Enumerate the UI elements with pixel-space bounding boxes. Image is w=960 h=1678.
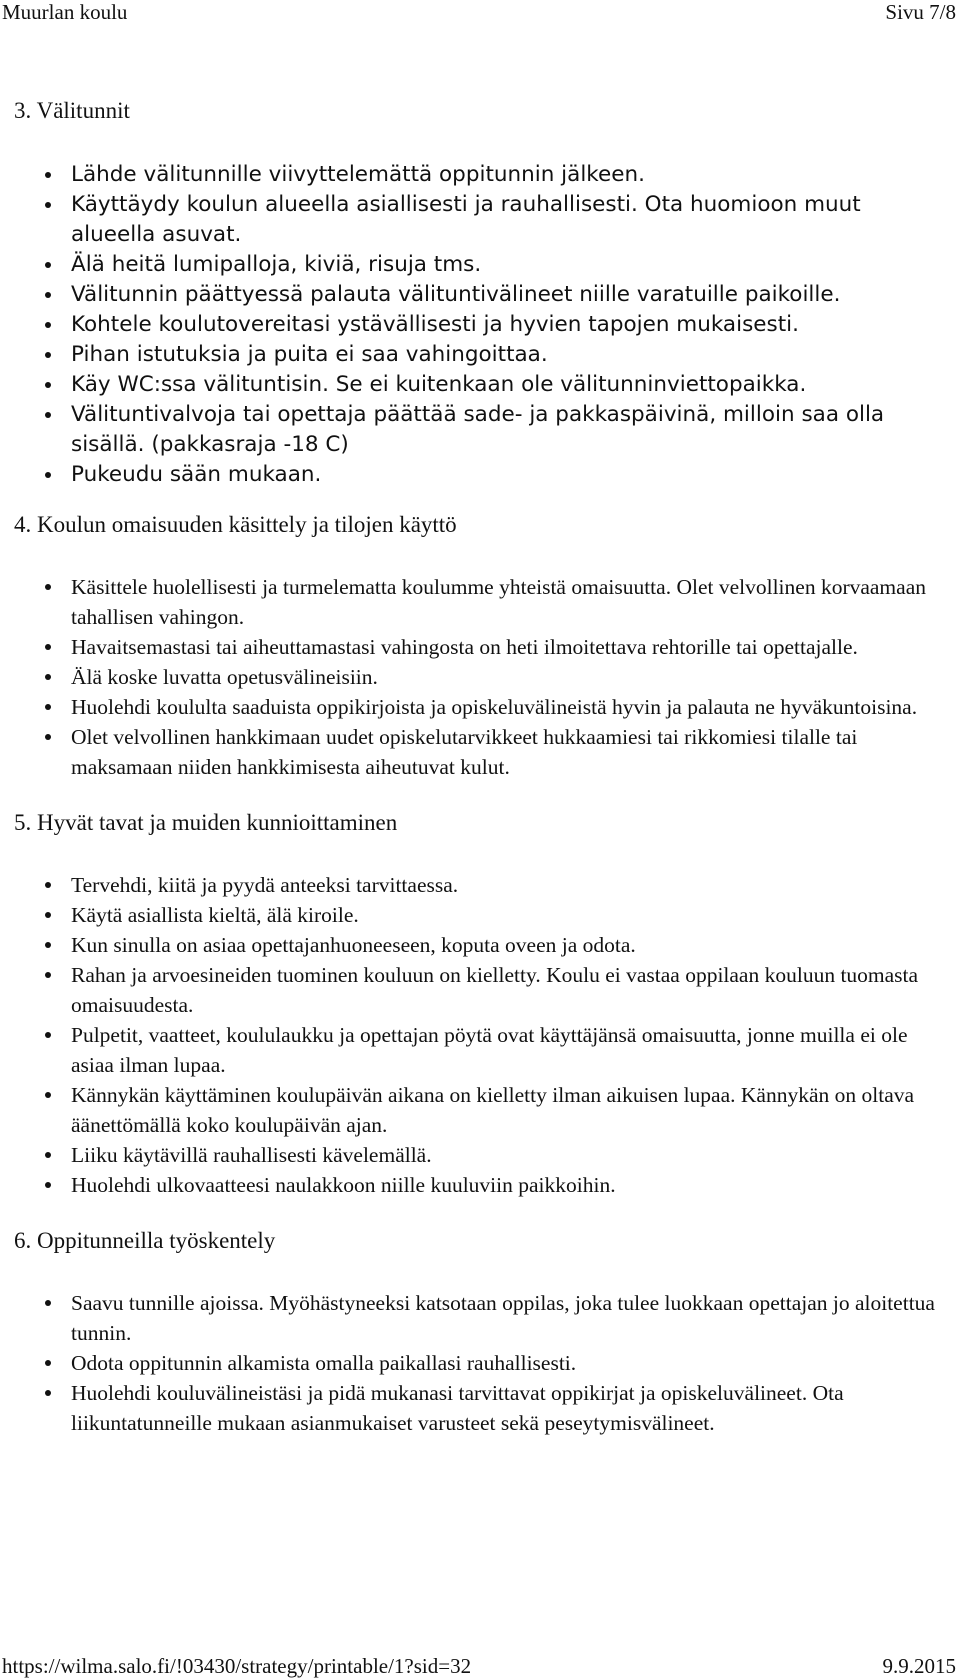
list-item: Pulpetit, vaatteet, koululaukku ja opettajan pöytä ovat käyttäjänsä omaisuutta, jonne muilla ei ole asiaa ilman lupaa.: [0, 1020, 960, 1080]
bullet-icon: [45, 704, 51, 710]
list-item: Välituntivalvoja tai opettaja päättää sade- ja pakkaspäivinä, milloin saa olla sisällä. (pakkasraja -18 C): [0, 400, 960, 460]
section-heading-oppitunnit: 6. Oppitunneilla työskentely: [14, 1228, 276, 1253]
bullet-icon: [45, 644, 51, 650]
list-item: Lähde välitunnille viivyttelemättä oppitunnin jälkeen.: [0, 160, 960, 190]
list-item: Kännykän käyttäminen koulupäivän aikana on kielletty ilman aikuisen lupaa. Kännykän on oltava äänettömällä koko koulupäivän ajan.: [0, 1080, 960, 1140]
list-item: Rahan ja arvoesineiden tuominen kouluun on kielletty. Koulu ei vastaa oppilaan kouluun tuomasta omaisuudesta.: [0, 960, 960, 1020]
list-item: Huolehdi koululta saaduista oppikirjoista ja opiskeluvälineistä hyvin ja palauta ne hyväkuntoisina.: [0, 692, 960, 722]
list-item: Pihan istutuksia ja puita ei saa vahingoittaa.: [0, 340, 960, 370]
bullet-icon: [45, 412, 51, 418]
section-heading-valitunnit: 3. Välitunnit: [14, 98, 130, 123]
bullet-icon: [45, 1390, 51, 1396]
bullet-icon: [45, 262, 51, 268]
list-item: Älä koske luvatta opetusvälineisiin.: [0, 662, 960, 692]
bullet-icon: [45, 972, 51, 978]
bullet-icon: [45, 1182, 51, 1188]
section-list-valitunnit: [0, 160, 960, 490]
bullet-icon: [45, 1032, 51, 1038]
list-item: Huolehdi ulkovaatteesi naulakkoon niille kuuluviin paikkoihin.: [0, 1170, 960, 1200]
bullet-icon: [45, 202, 51, 208]
list-item: Odota oppitunnin alkamista omalla paikallasi rauhallisesti.: [0, 1348, 960, 1378]
page-number: Sivu 7/8: [885, 0, 956, 24]
page-url: https://wilma.salo.fi/!03430/strategy/printable/1?sid=32: [2, 1654, 472, 1678]
bullet-icon: [45, 1300, 51, 1306]
bullet-icon: [45, 352, 51, 358]
bullet-icon: [45, 912, 51, 918]
bullet-icon: [45, 882, 51, 888]
bullet-icon: [45, 322, 51, 328]
bullet-icon: [45, 734, 51, 740]
list-item: Käsittele huolellisesti ja turmelematta koulumme yhteistä omaisuutta. Olet velvollinen korvaamaan tahallisen vahingon.: [0, 572, 960, 632]
section-heading-omaisuus: 4. Koulun omaisuuden käsittely ja tilojen käyttö: [14, 512, 457, 537]
bullet-icon: [45, 1092, 51, 1098]
list-item: Kun sinulla on asiaa opettajanhuoneeseen, koputa oveen ja odota.: [0, 930, 960, 960]
list-item: Liiku käytävillä rauhallisesti kävelemällä.: [0, 1140, 960, 1170]
section-list-oppitunnit: [0, 1288, 960, 1438]
list-item: Tervehdi, kiitä ja pyydä anteeksi tarvittaessa.: [0, 870, 960, 900]
bullet-icon: [45, 472, 51, 478]
section-list-hyvat-tavat: [0, 870, 960, 1200]
bullet-icon: [45, 584, 51, 590]
list-item: Käyttäydy koulun alueella asiallisesti ja rauhallisesti. Ota huomioon muut alueella asuvat.: [0, 190, 960, 250]
bullet-icon: [45, 1360, 51, 1366]
document-body: [0, 96, 960, 1438]
list-item: Älä heitä lumipalloja, kiviä, risuja tms.: [0, 250, 960, 280]
bullet-icon: [45, 292, 51, 298]
print-date: 9.9.2015: [882, 1654, 956, 1678]
bullet-icon: [45, 172, 51, 178]
list-item: Havaitsemastasi tai aiheuttamastasi vahingosta on heti ilmoitettava rehtorille tai opettajalle.: [0, 632, 960, 662]
bullet-icon: [45, 942, 51, 948]
list-item: Välitunnin päättyessä palauta välituntivälineet niille varatuille paikoille.: [0, 280, 960, 310]
list-item: Käytä asiallista kieltä, älä kiroile.: [0, 900, 960, 930]
list-item: Pukeudu sään mukaan.: [0, 460, 960, 490]
section-heading-hyvat-tavat: 5. Hyvät tavat ja muiden kunnioittaminen: [14, 810, 398, 835]
list-item: Käy WC:ssa välituntisin. Se ei kuitenkaan ole välitunninviettopaikka.: [0, 370, 960, 400]
list-item: Olet velvollinen hankkimaan uudet opiskelutarvikkeet hukkaamiesi tai rikkomiesi tilalle tai maksamaan niiden hankkimisesta aiheutuvat kulut.: [0, 722, 960, 782]
list-item: Saavu tunnille ajoissa. Myöhästyneeksi katsotaan oppilas, joka tulee luokkaan opettajan jo aloitettua tunnin.: [0, 1288, 960, 1348]
list-item: Huolehdi kouluvälineistäsi ja pidä mukanasi tarvittavat oppikirjat ja opiskeluvälineet. Ota liikuntatunneille mukaan asianmukaiset varusteet sekä peseytymisvälineet.: [0, 1378, 960, 1438]
list-item: Kohtele koulutovereitasi ystävällisesti ja hyvien tapojen mukaisesti.: [0, 310, 960, 340]
school-name: Muurlan koulu: [2, 0, 128, 24]
bullet-icon: [45, 674, 51, 680]
section-list-omaisuus: [0, 572, 960, 782]
bullet-icon: [45, 1152, 51, 1158]
bullet-icon: [45, 382, 51, 388]
